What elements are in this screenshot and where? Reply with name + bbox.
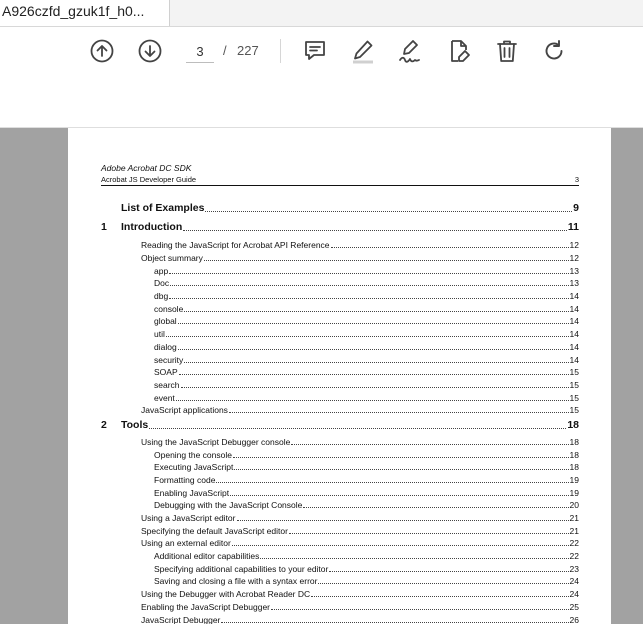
toc-entry-label: Doc — [154, 278, 170, 288]
toc-entry-page: 18 — [569, 437, 579, 447]
toc-entry[interactable] — [68, 435, 611, 447]
toc-leader-dots — [291, 443, 568, 445]
toc-leader-dots — [289, 532, 569, 534]
toc-leader-dots — [221, 621, 568, 623]
toc-entry-label: security — [154, 355, 184, 365]
toc-entry-label: Executing JavaScript — [154, 462, 234, 472]
toc-leader-dots — [181, 386, 569, 388]
toc-entry-label: Using an external editor — [141, 538, 231, 548]
toc-entry-label: JavaScript applications — [141, 405, 228, 415]
toc-entry-page: 21 — [569, 526, 579, 536]
toc-leader-dots — [169, 297, 568, 299]
toc-entry-page: 22 — [569, 538, 579, 548]
page-header-title: Adobe Acrobat DC SDK — [101, 163, 192, 173]
toc-entry[interactable] — [68, 378, 611, 390]
toc-leader-dots — [178, 348, 569, 350]
page-separator: / — [223, 43, 227, 58]
toc-entry[interactable] — [68, 486, 611, 498]
toc-entry-page: 18 — [569, 462, 579, 472]
rotate-icon[interactable] — [540, 37, 568, 65]
toc-leader-dots — [170, 284, 568, 286]
toc-entry-page: 11 — [567, 221, 579, 233]
toc-entry[interactable] — [68, 498, 611, 510]
toc-entry-label: Enabling the JavaScript Debugger — [141, 602, 270, 612]
toc-leader-dots — [318, 582, 568, 584]
toc-leader-dots — [216, 481, 568, 483]
toc-entry-label: app — [154, 266, 169, 276]
toc-leader-dots — [271, 608, 569, 610]
secondary-toolbar — [0, 75, 643, 128]
pdf-page — [68, 128, 611, 624]
toc-entry-label: Using the JavaScript Debugger console — [141, 437, 291, 447]
toc-entry-page: 25 — [569, 602, 579, 612]
toc-entry-page: 12 — [569, 240, 579, 250]
toc-entry-page: 14 — [569, 355, 579, 365]
toc-entry-label: search — [154, 380, 180, 390]
toc-leader-dots — [205, 210, 572, 212]
toc-leader-dots — [166, 335, 569, 337]
toc-entry-label: Debugging with the JavaScript Console — [154, 500, 303, 510]
toc-entry-page: 14 — [569, 342, 579, 352]
toc-leader-dots — [229, 411, 569, 413]
toc-entry-label: Introduction — [121, 221, 183, 233]
toc-entry[interactable] — [68, 562, 611, 574]
comment-icon[interactable] — [301, 37, 329, 65]
toc-entry[interactable] — [68, 314, 611, 326]
toc-entry[interactable] — [68, 353, 611, 365]
pdf-toolbar — [0, 27, 643, 75]
toc-leader-dots — [311, 595, 568, 597]
toc-leader-dots — [183, 229, 567, 231]
toc-entry-label: Opening the console — [154, 450, 232, 460]
toc-leader-dots — [176, 399, 569, 401]
toc-entry-label: util — [154, 329, 165, 339]
toc-entry[interactable] — [68, 600, 611, 612]
page-header-number: 3 — [574, 175, 579, 184]
document-tab[interactable] — [0, 0, 170, 26]
toc-entry-label: Using the Debugger with Acrobat Reader DC — [141, 589, 311, 599]
toc-entry[interactable] — [68, 302, 611, 314]
toc-leader-dots — [169, 272, 568, 274]
toc-entry-label: List of Examples — [121, 202, 205, 214]
toc-entry[interactable] — [68, 419, 611, 431]
toolbar-divider — [280, 39, 281, 63]
toc-entry-label: Specifying the default JavaScript editor — [141, 526, 288, 536]
toc-leader-dots — [230, 494, 568, 496]
toc-chapter-number: 2 — [101, 419, 107, 431]
toc-entry-page: 21 — [569, 513, 579, 523]
toc-entry[interactable] — [68, 574, 611, 586]
toc-entry[interactable] — [68, 340, 611, 352]
toc-entry-page: 19 — [569, 488, 579, 498]
arrow-up-circle-icon[interactable] — [88, 37, 116, 65]
document-viewer[interactable] — [0, 128, 643, 624]
toc-entry-label: Enabling JavaScript — [154, 488, 230, 498]
toc-entry-label: global — [154, 316, 177, 326]
toc-leader-dots — [233, 456, 569, 458]
toc-leader-dots — [204, 259, 569, 261]
edit-document-icon[interactable] — [445, 37, 473, 65]
toc-entry[interactable] — [68, 587, 611, 599]
toc-entry-page: 15 — [569, 380, 579, 390]
toc-entry-page: 24 — [569, 589, 579, 599]
toc-entry-page: 18 — [567, 419, 579, 431]
toc-entry-label: SOAP — [154, 367, 178, 377]
toc-entry-page: 12 — [569, 253, 579, 263]
toc-entry-page: 14 — [569, 316, 579, 326]
toc-entry-page: 9 — [573, 202, 579, 214]
toc-leader-dots — [303, 506, 568, 508]
toc-leader-dots — [329, 570, 568, 572]
tab-strip — [0, 0, 643, 27]
toc-entry[interactable] — [68, 264, 611, 276]
header-rule — [101, 185, 579, 186]
toc-entry[interactable] — [68, 276, 611, 288]
toc-entry-page: 22 — [569, 551, 579, 561]
toc-entry-label: console — [154, 304, 184, 314]
tab-title: A926czfd_gzuk1f_h0... — [2, 3, 145, 19]
toc-entry-label: Formatting code — [154, 475, 216, 485]
toc-entry-page: 23 — [569, 564, 579, 574]
toc-leader-dots — [149, 427, 566, 429]
toc-entry-label: Tools — [121, 419, 149, 431]
toc-entry[interactable] — [68, 613, 611, 624]
toc-entry-label: Using a JavaScript editor — [141, 513, 236, 523]
toc-entry[interactable] — [68, 473, 611, 485]
toc-entry-page: 20 — [569, 500, 579, 510]
toc-entry[interactable] — [68, 460, 611, 472]
toc-entry-label: Reading the JavaScript for Acrobat API Reference — [141, 240, 330, 250]
toc-entry-label: dialog — [154, 342, 177, 352]
toc-entry-label: Additional editor capabilities — [154, 551, 260, 561]
toc-leader-dots — [331, 246, 569, 248]
toc-entry-label: event — [154, 393, 175, 403]
toc-entry-page: 14 — [569, 329, 579, 339]
toc-entry-page: 19 — [569, 475, 579, 485]
page-total: 227 — [237, 43, 259, 58]
toc-leader-dots — [237, 519, 569, 521]
toc-entry[interactable] — [68, 511, 611, 523]
toc-entry-label: Specifying additional capabilities to your editor — [154, 564, 329, 574]
toc-entry[interactable] — [68, 327, 611, 339]
toc-entry[interactable] — [68, 202, 611, 214]
toc-entry-label: Saving and closing a file with a syntax error — [154, 576, 318, 586]
toc-entry-page: 13 — [569, 266, 579, 276]
toc-entry[interactable] — [68, 403, 611, 415]
toc-entry-page: 18 — [569, 450, 579, 460]
toc-entry-label: JavaScript Debugger — [141, 615, 221, 624]
toc-leader-dots — [260, 557, 568, 559]
toc-entry-label: dbg — [154, 291, 169, 301]
page-number-input[interactable] — [186, 40, 214, 63]
toc-leader-dots — [178, 322, 569, 324]
toc-entry-page: 14 — [569, 291, 579, 301]
toc-leader-dots — [234, 468, 568, 470]
toc-entry[interactable] — [68, 221, 611, 233]
toc-entry[interactable] — [68, 391, 611, 403]
toc-entry-page: 24 — [569, 576, 579, 586]
highlight-pen-icon[interactable] — [349, 37, 377, 65]
toc-entry-page: 15 — [569, 405, 579, 415]
toc-leader-dots — [184, 310, 568, 312]
delete-icon[interactable] — [493, 37, 521, 65]
draw-signature-icon[interactable] — [396, 37, 424, 65]
toc-entry-page: 15 — [569, 367, 579, 377]
toc-entry[interactable] — [68, 289, 611, 301]
toc-leader-dots — [184, 361, 568, 363]
toc-chapter-number: 1 — [101, 221, 107, 233]
toc-entry[interactable] — [68, 536, 611, 548]
toc-leader-dots — [179, 373, 569, 375]
toc-leader-dots — [232, 544, 569, 546]
toc-entry-page: 26 — [569, 615, 579, 624]
toc-entry[interactable] — [68, 448, 611, 460]
page-header-subtitle: Acrobat JS Developer Guide — [101, 175, 197, 184]
toc-entry-label: Object summary — [141, 253, 203, 263]
toc-entry-page: 14 — [569, 304, 579, 314]
toc-entry-page: 15 — [569, 393, 579, 403]
toc-entry[interactable] — [68, 238, 611, 250]
toc-entry[interactable] — [68, 365, 611, 377]
toc-entry-page: 13 — [569, 278, 579, 288]
toc-entry[interactable] — [68, 251, 611, 263]
arrow-down-circle-icon[interactable] — [136, 37, 164, 65]
toc-entry[interactable] — [68, 549, 611, 561]
toc-entry[interactable] — [68, 524, 611, 536]
